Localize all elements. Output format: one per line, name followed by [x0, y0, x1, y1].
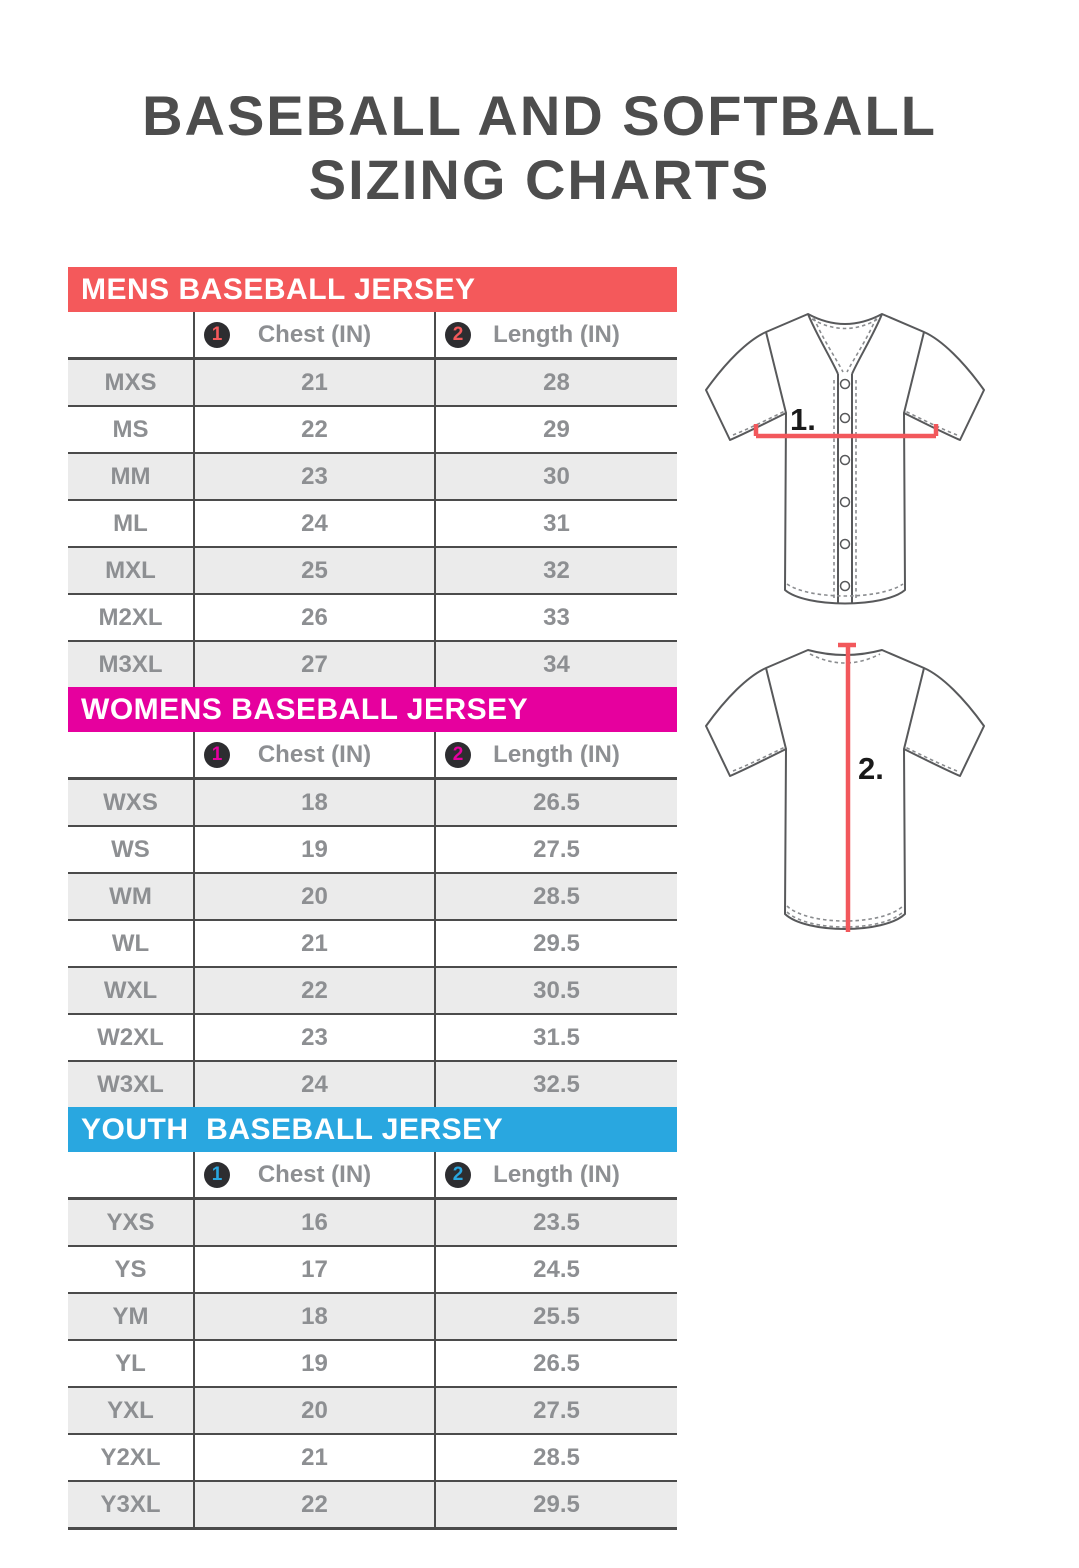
womens-header-row	[68, 732, 677, 779]
table-row	[68, 1481, 677, 1529]
length-cell: 27.5	[435, 1387, 677, 1434]
table-row	[68, 500, 677, 547]
length-cell: 23.5	[435, 1199, 677, 1247]
length-cell: 28	[435, 359, 677, 407]
youth-size-table	[68, 1152, 677, 1530]
table-row	[68, 594, 677, 641]
youth-title-bar: YOUTH BASEBALL JERSEY	[68, 1107, 677, 1152]
length-column-header	[435, 1152, 677, 1199]
table-row	[68, 920, 677, 967]
size-cell: MXL	[68, 547, 194, 594]
chest-cell: 23	[194, 1014, 435, 1061]
page-title-line1: BASEBALL AND SOFTBALL	[142, 83, 937, 147]
chest-cell: 20	[194, 873, 435, 920]
size-column-header	[68, 732, 194, 779]
length-cell: 29	[435, 406, 677, 453]
length-cell: 28.5	[435, 1434, 677, 1481]
size-cell: WL	[68, 920, 194, 967]
chest-cell: 21	[194, 920, 435, 967]
size-table-youth	[68, 1107, 677, 1530]
table-row	[68, 1340, 677, 1387]
size-cell: YXL	[68, 1387, 194, 1434]
table-row	[68, 406, 677, 453]
page-title-line2: SIZING CHARTS	[308, 148, 771, 212]
table-row	[68, 453, 677, 500]
chest-cell: 19	[194, 1340, 435, 1387]
chest-column-header	[194, 312, 435, 359]
chest-cell: 21	[194, 1434, 435, 1481]
chest-cell: 18	[194, 779, 435, 827]
marker-1-icon: 1	[204, 1162, 230, 1188]
length-cell: 29.5	[435, 1481, 677, 1529]
size-cell: WM	[68, 873, 194, 920]
size-cell: W3XL	[68, 1061, 194, 1107]
table-row	[68, 359, 677, 407]
length-cell: 33	[435, 594, 677, 641]
size-cell: MS	[68, 406, 194, 453]
chest-cell: 17	[194, 1246, 435, 1293]
length-cell: 31	[435, 500, 677, 547]
table-row	[68, 641, 677, 687]
size-cell: WXL	[68, 967, 194, 1014]
chest-cell: 24	[194, 1061, 435, 1107]
table-row	[68, 1387, 677, 1434]
mens-title-bar: MENS BASEBALL JERSEY	[68, 267, 677, 312]
mens-size-table	[68, 312, 677, 687]
size-cell: WXS	[68, 779, 194, 827]
womens-size-table	[68, 732, 677, 1107]
length-cell: 31.5	[435, 1014, 677, 1061]
page-title	[0, 84, 1079, 214]
length-column-header	[435, 312, 677, 359]
sizing-tables	[68, 267, 677, 1530]
length-cell: 28.5	[435, 873, 677, 920]
length-column-label: Length (IN)	[493, 1160, 620, 1188]
length-measure-label: 2.	[858, 751, 884, 786]
womens-title-bar: WOMENS BASEBALL JERSEY	[68, 687, 677, 732]
chest-cell: 23	[194, 453, 435, 500]
length-cell: 34	[435, 641, 677, 687]
size-cell: MM	[68, 453, 194, 500]
table-row	[68, 1246, 677, 1293]
table-row	[68, 547, 677, 594]
table-row	[68, 873, 677, 920]
size-cell: M3XL	[68, 641, 194, 687]
length-column-label: Length (IN)	[493, 740, 620, 768]
length-cell: 30	[435, 453, 677, 500]
length-column-header	[435, 732, 677, 779]
chest-measure-label: 1.	[790, 402, 816, 437]
length-cell: 25.5	[435, 1293, 677, 1340]
size-cell: ML	[68, 500, 194, 547]
chest-column-header	[194, 732, 435, 779]
youth-header-row	[68, 1152, 677, 1199]
size-cell: YS	[68, 1246, 194, 1293]
length-cell: 32	[435, 547, 677, 594]
size-cell: Y2XL	[68, 1434, 194, 1481]
marker-2-icon: 2	[445, 322, 471, 348]
marker-1-icon: 1	[204, 742, 230, 768]
size-cell: YXS	[68, 1199, 194, 1247]
jersey-back-diagram	[686, 636, 1008, 958]
marker-2-icon: 2	[445, 1162, 471, 1188]
size-cell: Y3XL	[68, 1481, 194, 1529]
chest-cell: 21	[194, 359, 435, 407]
table-row	[68, 826, 677, 873]
table-row	[68, 1434, 677, 1481]
length-cell: 27.5	[435, 826, 677, 873]
chest-cell: 26	[194, 594, 435, 641]
length-column-label: Length (IN)	[493, 320, 620, 348]
chest-cell: 20	[194, 1387, 435, 1434]
size-column-header	[68, 312, 194, 359]
chest-cell: 22	[194, 1481, 435, 1529]
chest-cell: 22	[194, 406, 435, 453]
table-row	[68, 967, 677, 1014]
chest-cell: 19	[194, 826, 435, 873]
size-cell: YL	[68, 1340, 194, 1387]
length-cell: 26.5	[435, 779, 677, 827]
table-row	[68, 1014, 677, 1061]
chest-cell: 27	[194, 641, 435, 687]
table-row	[68, 779, 677, 827]
chest-column-label: Chest (IN)	[257, 320, 372, 348]
chest-cell: 16	[194, 1199, 435, 1247]
size-cell: WS	[68, 826, 194, 873]
chest-column-label: Chest (IN)	[257, 740, 372, 768]
chest-cell: 24	[194, 500, 435, 547]
marker-1-icon: 1	[204, 322, 230, 348]
size-table-mens	[68, 267, 677, 687]
size-column-header	[68, 1152, 194, 1199]
size-cell: W2XL	[68, 1014, 194, 1061]
size-cell: M2XL	[68, 594, 194, 641]
table-row	[68, 1061, 677, 1107]
size-cell: YM	[68, 1293, 194, 1340]
mens-header-row	[68, 312, 677, 359]
chest-column-header	[194, 1152, 435, 1199]
jersey-front-diagram	[686, 294, 1008, 630]
length-cell: 24.5	[435, 1246, 677, 1293]
table-row	[68, 1199, 677, 1247]
chest-cell: 18	[194, 1293, 435, 1340]
length-cell: 29.5	[435, 920, 677, 967]
table-row	[68, 1293, 677, 1340]
length-cell: 30.5	[435, 967, 677, 1014]
length-cell: 26.5	[435, 1340, 677, 1387]
size-cell: MXS	[68, 359, 194, 407]
chest-column-label: Chest (IN)	[257, 1160, 372, 1188]
chest-cell: 22	[194, 967, 435, 1014]
size-table-womens	[68, 687, 677, 1107]
length-cell: 32.5	[435, 1061, 677, 1107]
chest-cell: 25	[194, 547, 435, 594]
marker-2-icon: 2	[445, 742, 471, 768]
